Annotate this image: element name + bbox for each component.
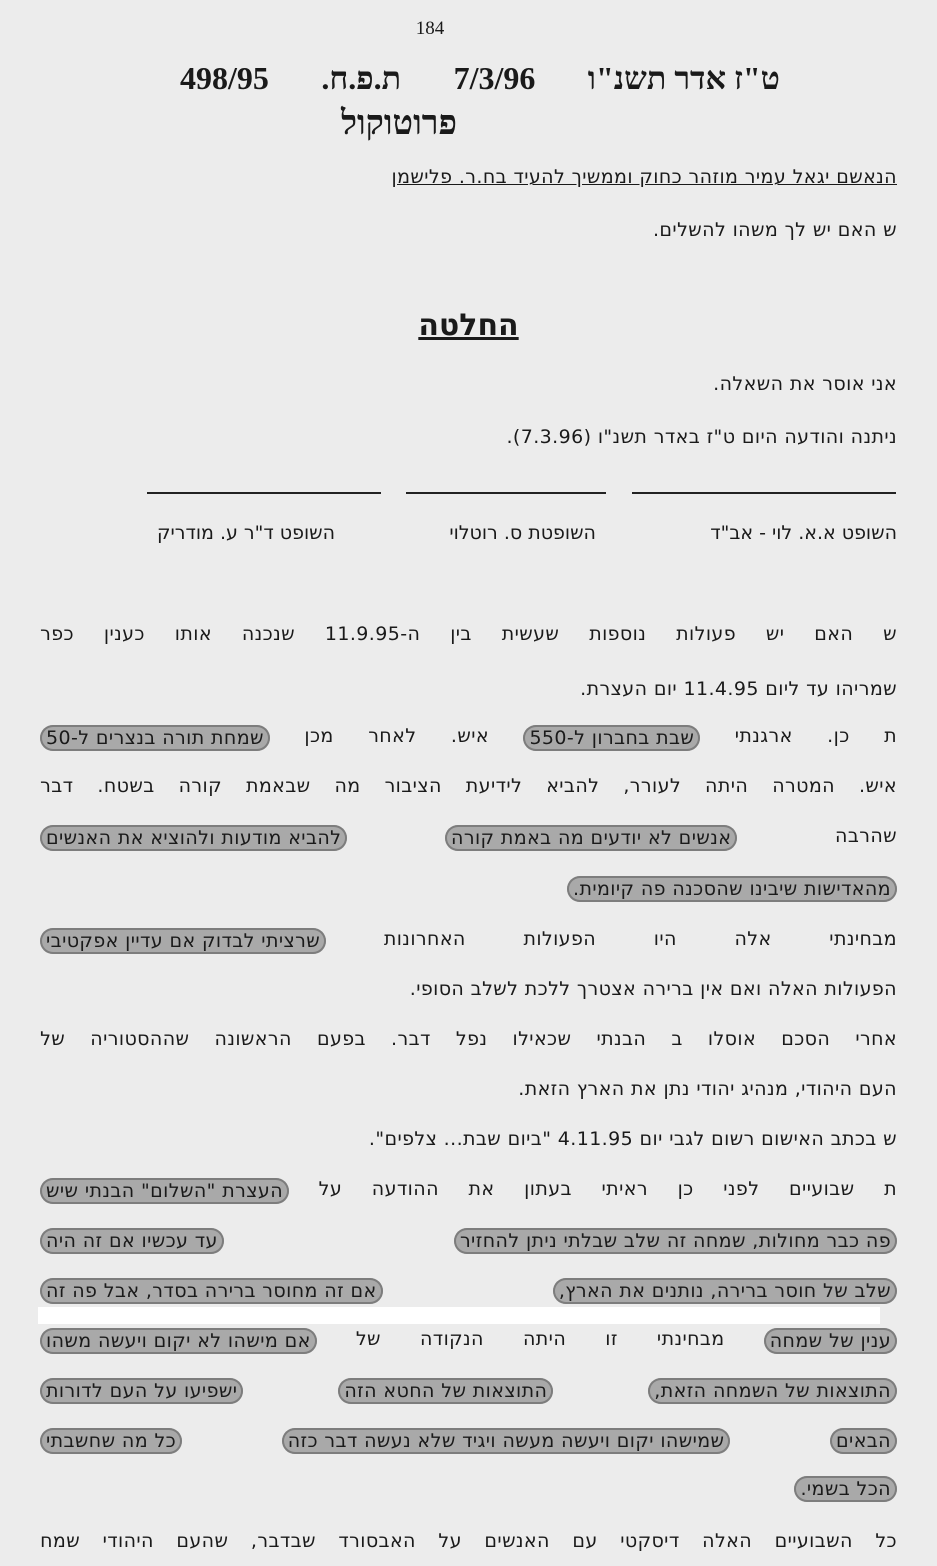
gregorian-date: 7/3/96 — [453, 59, 536, 96]
word: נפל — [455, 1028, 488, 1050]
redaction-highlight: שמחת תורה בנצרים ל-50 — [40, 725, 270, 751]
word: בעתון — [524, 1178, 572, 1200]
word: לידיעת — [465, 775, 523, 797]
word: אותו — [174, 623, 212, 645]
white-strip — [38, 1307, 880, 1324]
redaction-highlight: ענין של שמחה — [764, 1328, 897, 1354]
word: לעורר, — [623, 775, 682, 797]
word: את — [468, 1178, 495, 1200]
redaction-highlight: התוצאות של השמחה הזאת, — [648, 1378, 897, 1404]
word: הנקודה — [419, 1328, 484, 1350]
word: שהעם — [176, 1530, 229, 1552]
word: איש. — [450, 725, 489, 747]
word: שנכנה — [241, 623, 295, 645]
hebrew-date: ט"ז אדר תשנ"ו — [587, 59, 780, 96]
word: ת — [884, 1178, 897, 1200]
word: הציבור — [384, 775, 442, 797]
redaction-highlight: להביא מודעות ולהוציא את האנשים — [40, 825, 347, 851]
redaction-highlight: עד עכשיו אם זה היה — [40, 1228, 224, 1254]
redaction-highlight: הבאים — [830, 1428, 897, 1454]
word: שבאמת — [245, 775, 311, 797]
redaction-highlight: שרציתי לבדוק אם עדיין אפקטיבי — [40, 928, 326, 954]
signature-line-2 — [406, 492, 606, 494]
word: שמח — [40, 1530, 81, 1552]
word: עם — [572, 1530, 598, 1552]
word: קורה — [178, 775, 222, 797]
redaction-highlight: אנשים לא יודעים מה באמת קורה — [445, 825, 737, 851]
text-line-4 — [40, 775, 897, 797]
word: של — [40, 1028, 66, 1050]
word: על — [438, 1530, 462, 1552]
text-line-15 — [40, 1328, 897, 1354]
word: היו — [653, 928, 677, 950]
word: פעולות — [676, 623, 736, 645]
word: בפעם — [316, 1028, 366, 1050]
protocol-title: פרוטוקול — [341, 105, 457, 142]
redaction-highlight: ישפיעו על העם לדורות — [40, 1378, 243, 1404]
word: על — [318, 1178, 343, 1200]
case-number: 498/95 — [180, 59, 269, 96]
redaction-highlight: אם זה מחוסר ברירה בסדר, אבל פה זה — [40, 1278, 383, 1304]
word: הסכם — [781, 1028, 831, 1050]
page-number: 184 — [415, 18, 445, 39]
word: מכן — [304, 725, 334, 747]
redaction-highlight: אם מישהו לא יקום ויעשה משהו — [40, 1328, 317, 1354]
text-line-13 — [40, 1228, 897, 1254]
word: ש — [883, 623, 897, 645]
redaction-highlight: העצרת "השלום" הבנתי שיש — [40, 1178, 289, 1204]
word: ב — [671, 1028, 683, 1050]
word: אוסלו — [707, 1028, 757, 1050]
word: האבסורד — [338, 1530, 416, 1552]
redaction-highlight: שמישהו יקום ויעשה מעשה ויגיד שלא נעשה דבר כזה — [282, 1428, 731, 1454]
text-line-11: ש בכתב האישום רשום לגבי יום 4.11.95 "ביום שבת... צלפים". — [368, 1128, 897, 1150]
word: של — [355, 1328, 381, 1350]
text-line-19 — [40, 1530, 897, 1552]
redaction-highlight: התוצאות של החטא הזה — [338, 1378, 553, 1404]
word: זו — [605, 1328, 618, 1350]
word: כל — [875, 1530, 897, 1552]
signature-line-3 — [147, 492, 381, 494]
word: כפר — [40, 623, 74, 645]
word: שבדבר, — [250, 1530, 316, 1552]
signature-names — [157, 522, 897, 544]
word: ארגנתי — [734, 725, 793, 747]
word: המטרה — [772, 775, 835, 797]
word: האחרונות — [383, 928, 466, 950]
word: מה — [334, 775, 361, 797]
text-line-5 — [40, 825, 897, 851]
signature-judge-2: השופטת ס. רוטלוי — [449, 522, 596, 544]
word: שבועיים — [789, 1178, 855, 1200]
text-line-12 — [40, 1178, 897, 1204]
word: דבר. — [391, 1028, 431, 1050]
word: הראשונה — [214, 1028, 292, 1050]
text-line-7 — [40, 928, 897, 954]
word: דיסקטי — [620, 1530, 680, 1552]
word: הבנתי — [596, 1028, 647, 1050]
word: האלה — [702, 1530, 753, 1552]
word: כן. — [827, 725, 850, 747]
word: היהודי — [102, 1530, 154, 1552]
word: לפני — [723, 1178, 760, 1200]
word: השבועיים — [774, 1530, 853, 1552]
word: כענין — [103, 623, 145, 645]
word: היתה — [705, 775, 749, 797]
word: ת — [884, 725, 897, 747]
redaction-highlight: שבת בחברון ל-550 — [523, 725, 700, 751]
word: בשטח. — [97, 775, 155, 797]
redaction-highlight: שלב של חוסר ברירה, נותנים את הארץ, — [553, 1278, 897, 1304]
text-line-18 — [40, 1478, 897, 1500]
word: מבחינתי — [829, 928, 897, 950]
word: מבחינתי — [656, 1328, 725, 1350]
word: שעשית — [501, 623, 560, 645]
document-header — [180, 58, 780, 98]
text-line-8 — [40, 978, 897, 1000]
text-line-3 — [40, 725, 897, 751]
text-line-14 — [40, 1278, 897, 1304]
word: דבר — [40, 775, 74, 797]
word: האם — [814, 623, 854, 645]
redaction-highlight: כל מה שחשבתי — [40, 1428, 182, 1454]
intro-line: הנאשם יגאל עמיר מוזהר כחוק וממשיך להעיד בח.ר. פלישמן — [391, 166, 897, 188]
redaction-highlight: הפעולות האלה ואם אין ברירה אצטרך ללכת לשלב הסופי. — [409, 978, 897, 1000]
text-line-6 — [40, 878, 897, 900]
word: הפעולות — [523, 928, 597, 950]
word: האנשים — [484, 1530, 550, 1552]
word: בין — [450, 623, 472, 645]
question-complete: ש האם יש לך משהו להשלים. — [652, 219, 897, 241]
decision-title: החלטה — [418, 308, 519, 343]
word: שהרבה — [835, 825, 897, 847]
word: יש — [765, 623, 785, 645]
text-line-2: שמריהו עד ליום 11.4.95 יום העצרת. — [580, 678, 897, 700]
word: אלה — [734, 928, 772, 950]
word: להביא — [546, 775, 600, 797]
redaction-highlight: פה כבר מחולות, שמחה זה שלב שבלתי ניתן להחזיר — [454, 1228, 897, 1254]
word: ההודעה — [371, 1178, 439, 1200]
case-type: ת.פ.ח. — [321, 59, 402, 96]
redaction-highlight: מהאדישות שיבינו שהסכנה פה קיומית. — [567, 876, 897, 902]
word: נוספות — [589, 623, 647, 645]
word: שההסטוריה — [90, 1028, 190, 1050]
signature-judge-1: השופט א.א. לוי - אב"ד — [710, 522, 897, 544]
word: איש. — [858, 775, 897, 797]
text-line-16 — [40, 1378, 897, 1404]
decision-text: אני אוסר את השאלה. — [713, 373, 897, 395]
word: לאחר — [368, 725, 417, 747]
text-line-10: העם היהודי, מנהיג יהודי נתן את הארץ הזאת. — [518, 1078, 897, 1100]
text-line-17 — [40, 1428, 897, 1454]
word: אחרי — [855, 1028, 897, 1050]
word: כן — [677, 1178, 694, 1200]
text-line-9 — [40, 1028, 897, 1050]
redaction-highlight: הכל בשמי. — [794, 1476, 897, 1502]
text-line-1 — [40, 623, 897, 645]
signature-judge-3: השופט ד"ר ע. מודריק — [157, 522, 336, 544]
word: ראיתי — [601, 1178, 648, 1200]
word: היתה — [522, 1328, 567, 1350]
given-line: ניתנה והודעה היום ט"ז באדר תשנ"ו (7.3.96). — [506, 426, 897, 448]
word: שכאילו — [512, 1028, 572, 1050]
signature-line-1 — [632, 492, 896, 494]
word: ה-11.9.95 — [324, 623, 421, 645]
